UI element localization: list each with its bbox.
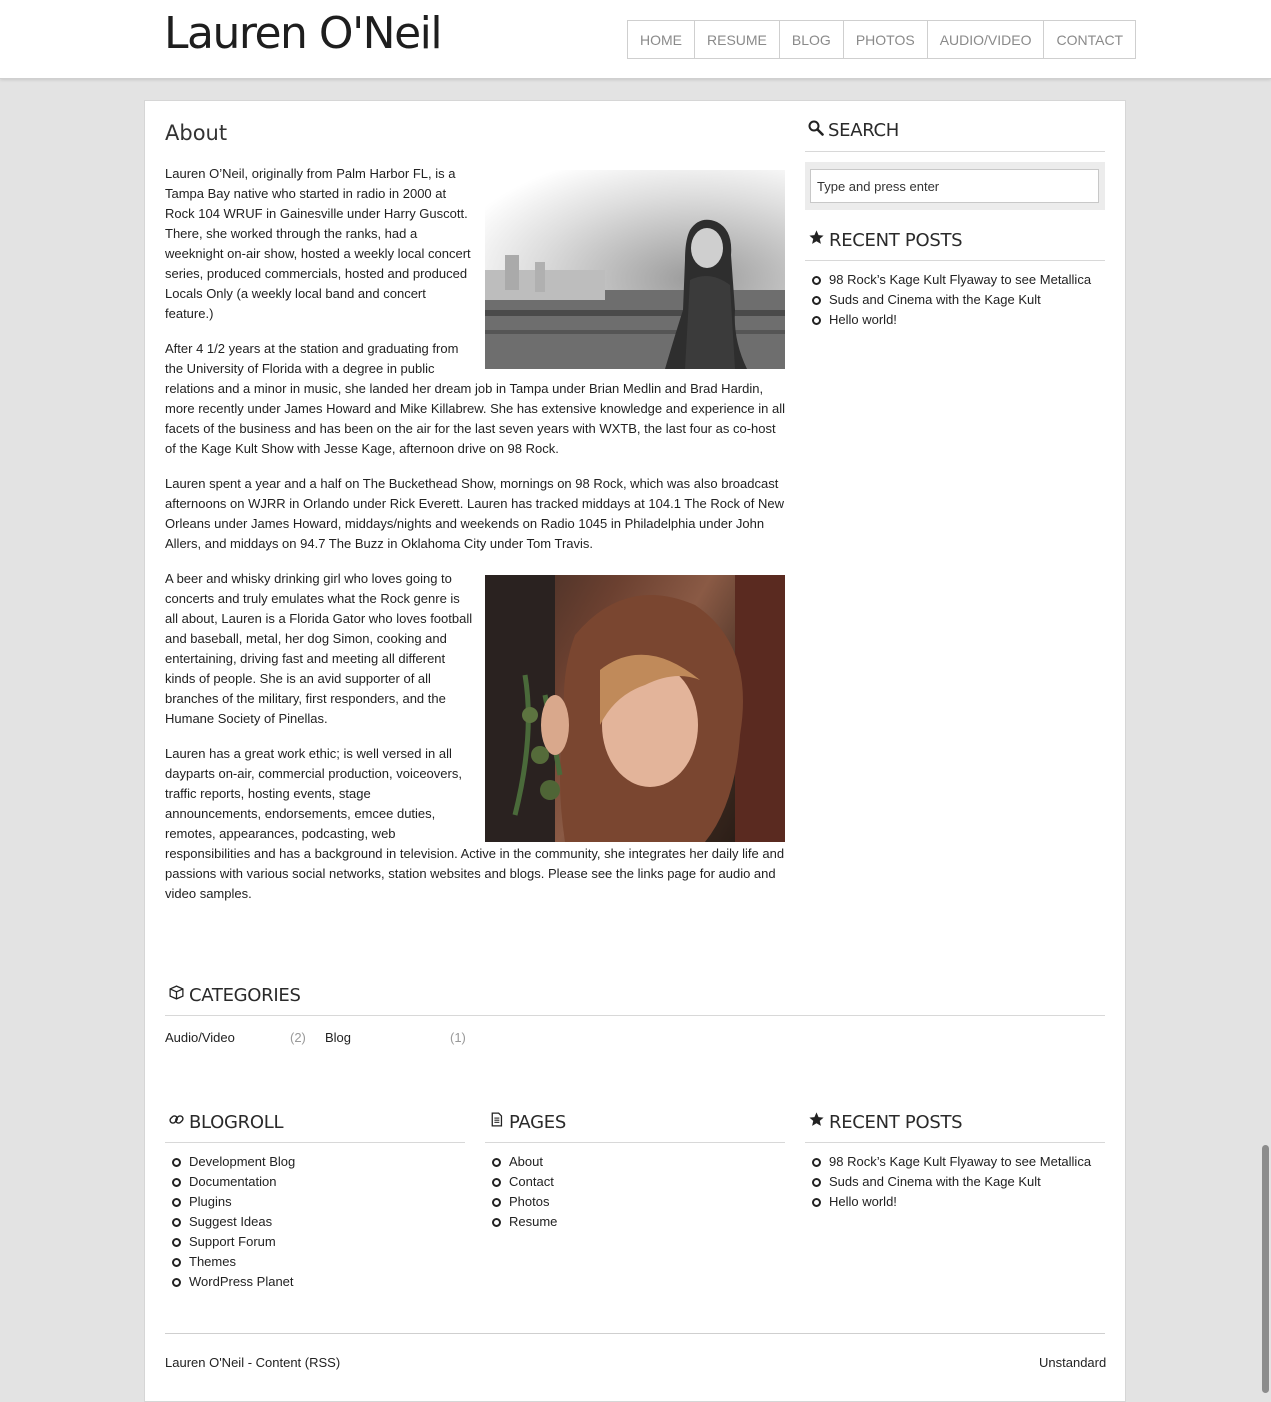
recent-post-link[interactable]: Hello world!	[805, 310, 1091, 330]
main-nav	[627, 20, 1136, 59]
blogroll-widget-title: BLOGROLL	[168, 1111, 283, 1133]
about-paragraph-2: After 4 1/2 years at the station and graduating from the University of Florida with a degree in public relations and a minor in music, she landed her dream job in Tampa under Brian Medlin and Brad Hardin, more recently under James Howard and Mike Killabrew. She has extensive knowledge and experience in all facets of the business and has been on the air for the last seven years with WXTB, the last four as co-host of the Kage Kult Show with Jesse Kage, afternoon drive on 98 Rock.	[165, 341, 786, 456]
about-paragraph-4: A beer and whisky drinking girl who loves going to concerts and truly emulates what the Rock genre is all about, Lauren is a Florida Gator who loves football and baseball, metal, her dog Simon, cooking and entertaining, driving fast and meeting all different kinds of people. She is an avid supporter of all branches of the military, first responders, and the Humane Society of Pinellas.	[165, 571, 473, 726]
search-box	[805, 162, 1105, 210]
recent-post-link[interactable]: Suds and Cinema with the Kage Kult	[805, 290, 1091, 310]
search-icon	[808, 120, 824, 141]
about-paragraph-3: Lauren spent a year and a half on The Buckethead Show, mornings on 98 Rock, which was also broadcast afternoons on WJRR in Orlando under Rick Everett. Lauren has tracked middays at 104.1 The Rock of New Orleans under James Howard, middays/nights and weekends on Radio 1045 in Philadelphia under John Allers, and middays on 94.7 The Buzz in Oklahoma City under Tom Travis.	[165, 476, 785, 551]
nav-audio-video[interactable]: AUDIO/VIDEO	[927, 21, 1044, 58]
nav-home[interactable]: HOME	[640, 31, 682, 48]
page-icon	[488, 1111, 505, 1133]
blogroll-divider	[165, 1142, 465, 1143]
page-link-resume[interactable]: Resume	[485, 1212, 557, 1232]
page-link-contact[interactable]: Contact	[485, 1172, 557, 1192]
footer-theme-link[interactable]: Unstandard	[1039, 1355, 1107, 1370]
star-icon	[808, 1111, 825, 1133]
category-audio-video[interactable]: Audio/Video	[165, 1030, 235, 1045]
categories-divider	[165, 1015, 1105, 1016]
blogroll-list	[165, 1152, 295, 1292]
about-paragraph-5: Lauren has a great work ethic; is well versed in all dayparts on-air, commercial production, voiceovers, traffic reports, hosting events, stage announcements, endorsements, emcee duties, remotes, appearances, podcasting, web responsibilities and has a background in television. Active in the community, she integrates her daily life and passions with various social networks, station websites and blogs. Please see the links page for audio and video samples.	[165, 746, 785, 901]
nav-contact[interactable]: CONTACT	[1043, 21, 1135, 58]
categories-widget-title: CATEGORIES	[168, 984, 301, 1006]
nav-photos[interactable]: PHOTOS	[843, 21, 927, 58]
recent-posts-divider	[805, 260, 1105, 261]
footer-divider	[165, 1333, 1105, 1334]
nav-blog[interactable]: BLOG	[779, 21, 843, 58]
box-icon	[168, 984, 185, 1006]
footer-credit-link[interactable]: Lauren O'Neil - Content (RSS)	[165, 1355, 341, 1370]
blogroll-link[interactable]: WordPress Planet	[165, 1272, 295, 1292]
blogroll-link[interactable]: Documentation	[165, 1172, 295, 1192]
scrollbar-thumb[interactable]	[1262, 1145, 1269, 1393]
blogroll-link[interactable]: Plugins	[165, 1192, 295, 1212]
page-link-photos[interactable]: Photos	[485, 1192, 557, 1212]
pages-widget-title: PAGES	[488, 1111, 566, 1133]
site-title[interactable]: Lauren O'Neil	[164, 8, 442, 59]
recent-post-link[interactable]: 98 Rock’s Kage Kult Flyaway to see Metallica	[805, 1152, 1091, 1172]
recent-posts-list	[805, 270, 1091, 330]
blogroll-link[interactable]: Themes	[165, 1252, 295, 1272]
category-blog[interactable]: Blog	[325, 1030, 352, 1045]
site-header	[0, 0, 1271, 79]
category-count: (2)	[290, 1030, 306, 1045]
pages-divider	[485, 1142, 785, 1143]
page-link-about[interactable]: About	[485, 1152, 557, 1172]
star-icon	[808, 229, 825, 251]
search-widget-title: SEARCH	[808, 120, 899, 141]
search-input[interactable]	[810, 169, 1099, 203]
blogroll-link[interactable]: Suggest Ideas	[165, 1212, 295, 1232]
blogroll-link[interactable]: Support Forum	[165, 1232, 295, 1252]
blogroll-link[interactable]: Development Blog	[165, 1152, 295, 1172]
pages-list	[485, 1152, 557, 1232]
page-title: About	[165, 121, 228, 145]
recent-posts-widget-title: RECENT POSTS	[808, 229, 962, 251]
link-icon	[168, 1111, 185, 1133]
recent-post-link[interactable]: Hello world!	[805, 1192, 1091, 1212]
footer-recent-posts-divider	[805, 1142, 1105, 1143]
about-paragraph-1: Lauren O’Neil, originally from Palm Harbor FL, is a Tampa Bay native who started in radio in 2000 at Rock 104 WRUF in Gainesville under Harry Guscott. There, she worked through the ranks, had a weeknight on-air show, hosted a weekly local concert series, produced commercials, hosted and produced Locals Only (a weekly local band and concert feature.)	[165, 166, 471, 321]
recent-post-link[interactable]: Suds and Cinema with the Kage Kult	[805, 1172, 1091, 1192]
footer-recent-posts-widget-title: RECENT POSTS	[808, 1111, 962, 1133]
recent-post-link[interactable]: 98 Rock’s Kage Kult Flyaway to see Metallica	[805, 270, 1091, 290]
category-count: (1)	[450, 1030, 466, 1045]
footer-recent-posts-list	[805, 1152, 1091, 1212]
nav-resume[interactable]: RESUME	[694, 21, 779, 58]
search-divider	[805, 151, 1105, 152]
